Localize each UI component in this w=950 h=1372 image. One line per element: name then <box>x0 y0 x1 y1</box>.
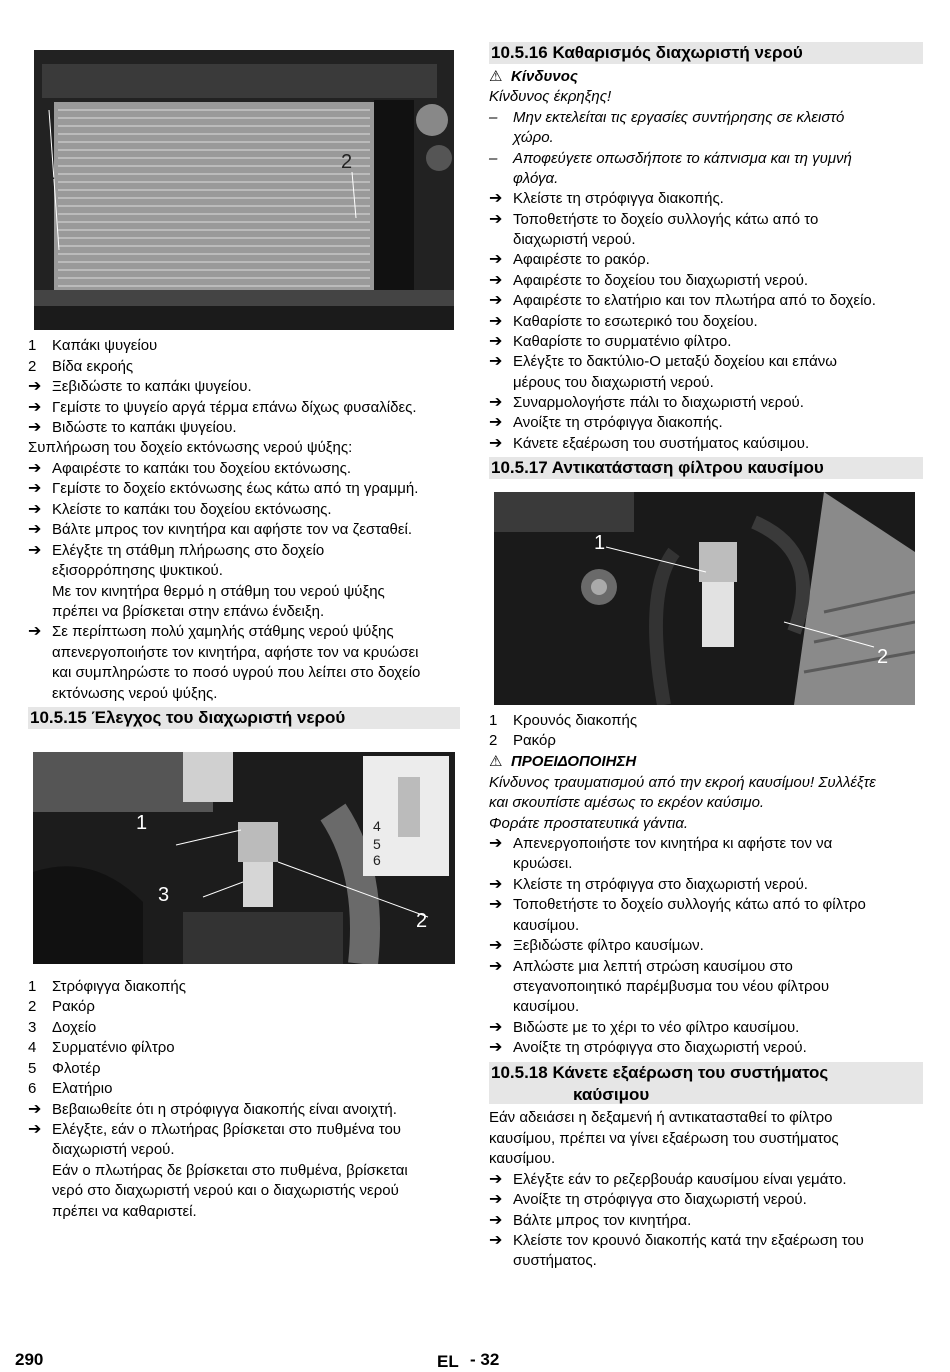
arrow-icon: ➔ <box>489 876 503 893</box>
separator-callout-4: 4 <box>373 818 381 834</box>
water-separator-photo <box>33 752 455 964</box>
page-number: 290 <box>15 1350 44 1369</box>
arrow-icon: ➔ <box>489 1212 503 1229</box>
arrow-icon: ➔ <box>28 419 42 436</box>
fuel-filter-illustration <box>494 492 915 705</box>
arrow-icon: ➔ <box>28 501 42 518</box>
arrow-icon: ➔ <box>489 1039 503 1056</box>
arrow-icon: ➔ <box>489 937 503 954</box>
arrow-icon: ➔ <box>489 958 503 975</box>
separator-callout-5: 5 <box>373 836 381 852</box>
arrow-icon: ➔ <box>28 378 42 395</box>
arrow-icon: ➔ <box>489 896 503 913</box>
arrow-icon: ➔ <box>489 835 503 852</box>
arrow-icon: ➔ <box>489 414 503 431</box>
arrow-icon: ➔ <box>489 1232 503 1249</box>
arrow-icon: ➔ <box>28 460 42 477</box>
separator-callout-3: 3 <box>158 884 170 906</box>
arrow-icon: ➔ <box>28 521 42 538</box>
arrow-icon: ➔ <box>489 1191 503 1208</box>
section-heading: 10.5.17 Αντικατάσταση φίλτρου καυσίμου <box>489 457 923 479</box>
arrow-icon: ➔ <box>28 1101 42 1118</box>
arrow-icon: ➔ <box>489 1171 503 1188</box>
section-heading: 10.5.18 Κάνετε εξαέρωση του συστήματος καύσιμου <box>489 1062 923 1104</box>
arrow-icon: ➔ <box>489 190 503 207</box>
water-separator-illustration <box>33 752 455 964</box>
separator-callout-6: 6 <box>373 852 381 868</box>
radiator-callout-1: 1 <box>44 162 56 184</box>
warning-triangle-icon: ⚠ <box>489 753 503 770</box>
arrow-icon: ➔ <box>28 542 42 559</box>
separator-callout-2: 2 <box>416 910 428 932</box>
arrow-icon: ➔ <box>489 394 503 411</box>
sub-page-number: - 32 <box>470 1350 500 1369</box>
arrow-icon: ➔ <box>489 435 503 452</box>
arrow-icon: ➔ <box>489 353 503 370</box>
radiator-photo <box>34 50 454 330</box>
arrow-icon: ➔ <box>28 1121 42 1138</box>
section-heading: 10.5.15 Έλεγχος του διαχωριστή νερού <box>28 707 460 729</box>
language-code: EL <box>437 1352 459 1371</box>
arrow-icon: ➔ <box>489 313 503 330</box>
arrow-icon: ➔ <box>489 333 503 350</box>
fuel-filter-photo <box>494 492 915 705</box>
separator-callout-1: 1 <box>136 812 148 834</box>
arrow-icon: ➔ <box>489 251 503 268</box>
arrow-icon: ➔ <box>28 399 42 416</box>
section-heading: 10.5.16 Καθαρισμός διαχωριστή νερού <box>489 42 923 64</box>
arrow-icon: ➔ <box>28 480 42 497</box>
arrow-icon: ➔ <box>489 1019 503 1036</box>
fuel-callout-1: 1 <box>594 532 606 554</box>
radiator-illustration <box>34 50 454 330</box>
arrow-icon: ➔ <box>489 272 503 289</box>
arrow-icon: ➔ <box>489 211 503 228</box>
warning-triangle-icon: ⚠ <box>489 68 503 85</box>
arrow-icon: ➔ <box>489 292 503 309</box>
fuel-callout-2: 2 <box>877 646 889 668</box>
arrow-icon: ➔ <box>28 623 42 640</box>
radiator-callout-2: 2 <box>341 151 353 173</box>
